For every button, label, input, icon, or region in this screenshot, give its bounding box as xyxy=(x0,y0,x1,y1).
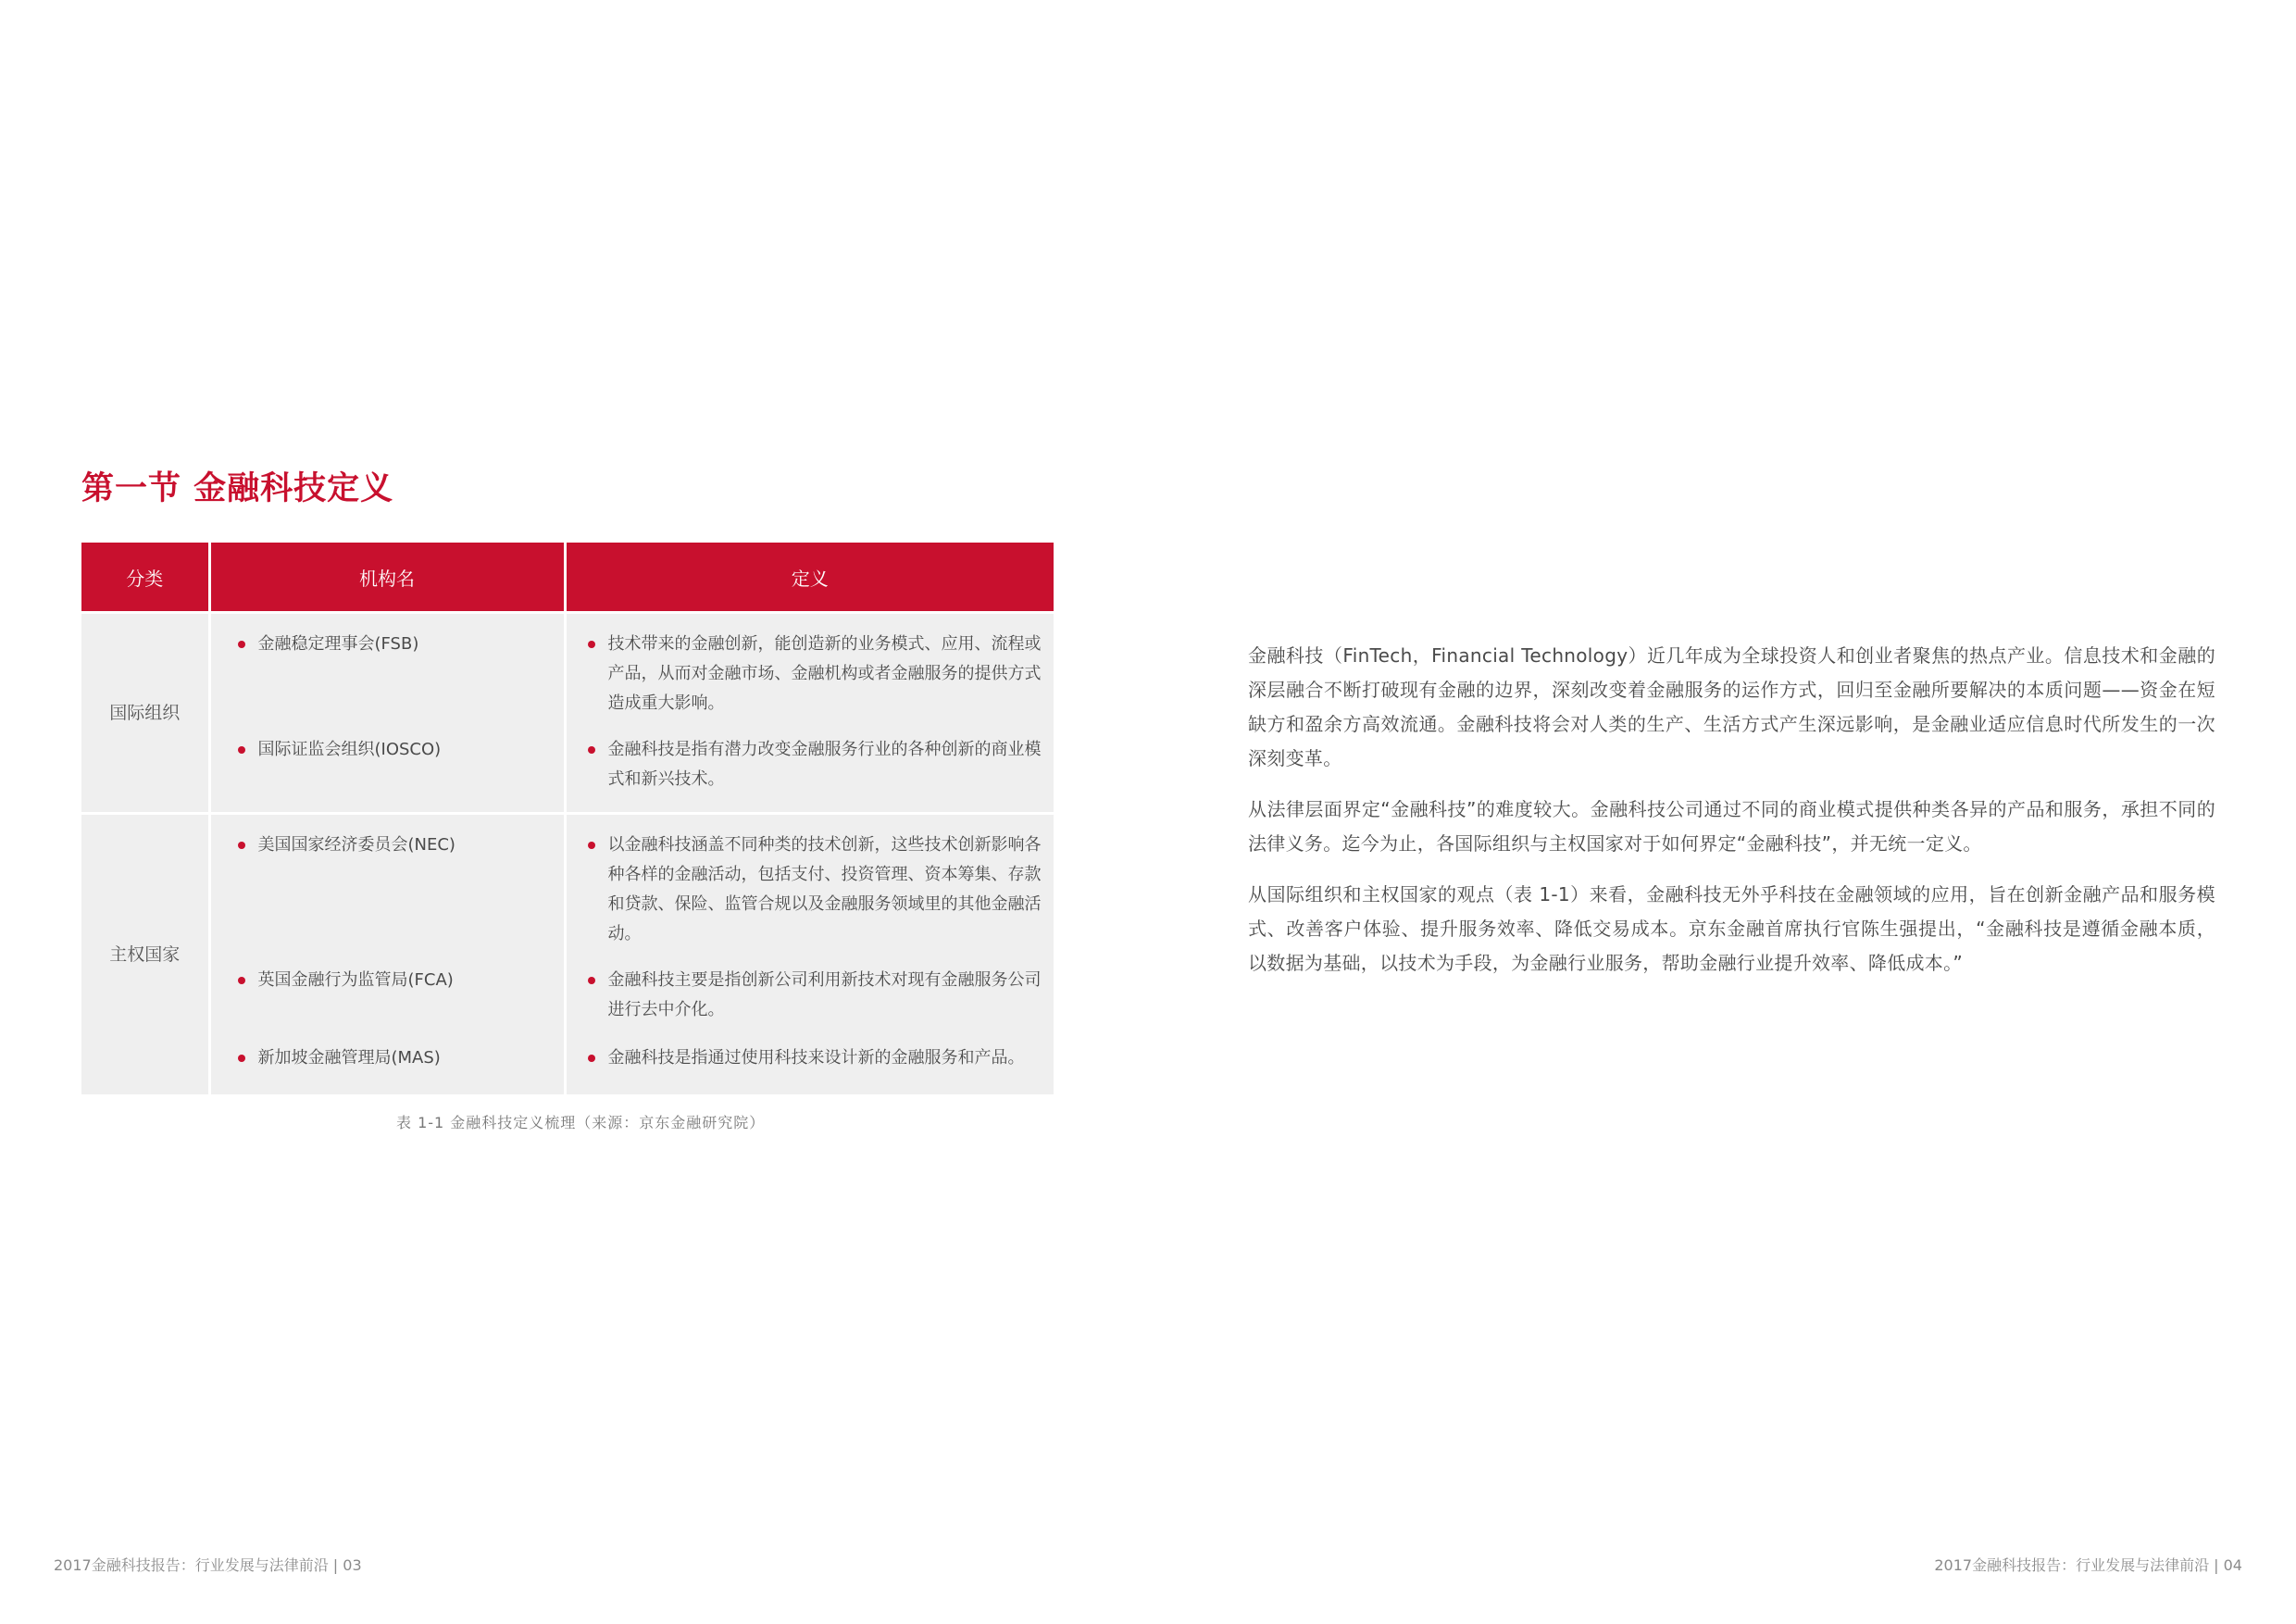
organization-cell xyxy=(209,814,565,1095)
table-row xyxy=(81,613,1054,814)
category-cell: 主权国家 xyxy=(81,814,209,1095)
bullet-icon xyxy=(238,842,245,849)
list-item xyxy=(238,735,442,765)
table-header-row xyxy=(81,543,1054,613)
definition-text: 金融科技是指有潜力改变金融服务行业的各种创新的商业模式和新兴技术。 xyxy=(607,740,1042,789)
bullet-icon xyxy=(238,641,245,648)
header-organization: 机构名 xyxy=(209,543,565,613)
bullet-icon xyxy=(238,746,245,754)
header-definition: 定义 xyxy=(565,543,1054,613)
bullet-icon xyxy=(238,977,245,984)
bullet-icon xyxy=(588,641,595,648)
paragraph: 从法律层面界定“金融科技”的难度较大。金融科技公司通过不同的商业模式提供种类各异的产品和服务，承担不同的法律义务。迄今为止，各国际组织与主权国家对于如何界定“金融科技”，并无统一定义。 xyxy=(1248,798,2215,855)
paragraph: 从国际组织和主权国家的观点（表 1-1）来看，金融科技无外乎科技在金融领域的应用，旨在创新金融产品和服务模式、改善客户体验、提升服务效率、降低交易成本。京东金融首席执行官陈生强提出，“金融科技是遵循金融本质，以数据为基础，以技术为手段，为金融行业服务，帮助金融行业提升效率、降低成本。” xyxy=(1248,883,2215,974)
bullet-icon xyxy=(588,842,595,849)
list-item xyxy=(238,1043,441,1073)
organization-cell xyxy=(209,613,565,814)
category-cell: 国际组织 xyxy=(81,613,209,814)
bullet-icon xyxy=(588,746,595,754)
definition-text: 技术带来的金融创新，能创造新的业务模式、应用、流程或产品，从而对金融市场、金融机构或者金融服务的提供方式造成重大影响。 xyxy=(607,634,1042,713)
list-item xyxy=(588,966,1043,1025)
bullet-icon xyxy=(588,977,595,984)
bullet-icon xyxy=(588,1055,595,1062)
definition-cell xyxy=(565,613,1054,814)
list-item xyxy=(588,831,1043,949)
table-row xyxy=(81,814,1054,1095)
definition-text: 以金融科技涵盖不同种类的技术创新，这些技术创新影响各种各样的金融活动，包括支付、投资管理、资本筹集、存款和贷款、保险、监管合规以及金融服务领域里的其他金融活动。 xyxy=(607,835,1042,943)
fintech-definition-table xyxy=(81,543,1054,1094)
footer-right-page-number: 2017金融科技报告：行业发展与法律前沿 | 04 xyxy=(1934,1556,2242,1574)
org-name: 英国金融行为监管局(FCA) xyxy=(257,970,454,990)
definition-text: 金融科技主要是指创新公司利用新技术对现有金融服务公司进行去中介化。 xyxy=(607,970,1042,1019)
list-item xyxy=(238,630,419,659)
list-item xyxy=(588,1043,1053,1073)
footer-left-page-number: 2017金融科技报告：行业发展与法律前沿 | 03 xyxy=(54,1556,362,1574)
definition-text: 金融科技是指通过使用科技来设计新的金融服务和产品。 xyxy=(607,1048,1025,1068)
bullet-icon xyxy=(238,1055,245,1062)
list-item xyxy=(588,735,1043,794)
org-name: 新加坡金融管理局(MAS) xyxy=(257,1048,441,1068)
definition-cell xyxy=(565,814,1054,1095)
list-item xyxy=(588,630,1043,718)
table-caption: 表 1-1 金融科技定义梳理（来源：京东金融研究院） xyxy=(396,1114,766,1131)
body-text xyxy=(1248,639,2215,997)
list-item xyxy=(238,831,455,860)
paragraph: 金融科技（FinTech，Financial Technology）近几年成为全球投资人和创业者聚焦的热点产业。信息技术和金融的深层融合不断打破现有金融的边界，深刻改变着金融服务的运作方式，回归至金融所要解决的本质问题——资金在短缺方和盈余方高效流通。金融科技将会对人类的生产、生活方式产生深远影响，是金融业适应信息时代所发生的一次深刻变革。 xyxy=(1248,644,2215,769)
header-category: 分类 xyxy=(81,543,209,613)
org-name: 美国国家经济委员会(NEC) xyxy=(257,835,455,855)
list-item xyxy=(238,966,454,995)
section-title: 第一节 金融科技定义 xyxy=(81,470,394,507)
org-name: 金融稳定理事会(FSB) xyxy=(257,634,419,654)
org-name: 国际证监会组织(IOSCO) xyxy=(257,740,442,759)
